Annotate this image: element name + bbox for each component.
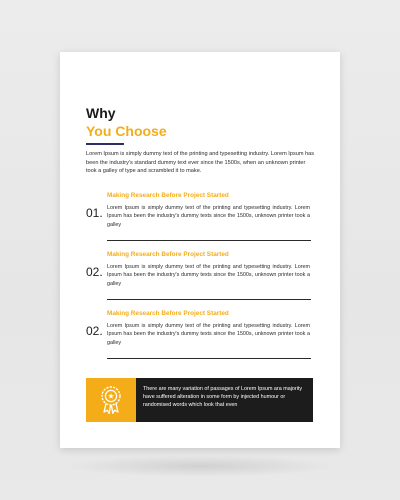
list-item — [86, 192, 312, 248]
item-divider — [107, 299, 311, 300]
item-text: Lorem Ipsum is simply dummy text of the printing and typesetting industry. Lorem Ipsum has been the industry's dummy texts since the 1500s, unknown printer took a galley — [107, 205, 310, 228]
document-page — [60, 52, 340, 448]
item-heading: Making Research Before Project Started — [107, 192, 229, 199]
page-shadow — [60, 455, 340, 477]
title-line-2: You Choose — [86, 123, 167, 139]
item-number: 01. — [86, 206, 103, 220]
item-divider — [107, 358, 311, 359]
item-text: Lorem Ipsum is simply dummy text of the printing and typesetting industry. Lorem Ipsum has been the industry's dummy texts since the 1500s, unknown printer took a galley — [107, 323, 310, 346]
list-item — [86, 251, 312, 307]
callout-banner — [86, 378, 313, 422]
item-text: Lorem Ipsum is simply dummy text of the printing and typesetting industry. Lorem Ipsum has been the industry's dummy texts since the 1500s, unknown printer took a galley — [107, 264, 310, 287]
intro-paragraph: Lorem Ipsum is simply dummy text of the printing and typesetting industry. Lorem Ipsum has been the industry's standard dummy text ever since the 1500s, when an unknown printer took a galley of type and scrambled it to make. — [86, 151, 315, 175]
item-number: 02. — [86, 324, 103, 338]
item-divider — [107, 240, 311, 241]
item-number: 02. — [86, 265, 103, 279]
award-badge-icon — [99, 385, 123, 415]
title-underline — [86, 143, 124, 145]
item-heading: Making Research Before Project Started — [107, 310, 229, 317]
title-line-1: Why — [86, 105, 116, 121]
banner-icon-box — [86, 378, 136, 422]
banner-text: There are many variation of passages of Lorem Ipsum ara majority have suffered alteration in some form by injected humour or randomised words which look that even — [136, 378, 313, 422]
item-heading: Making Research Before Project Started — [107, 251, 229, 258]
list-item — [86, 310, 312, 366]
